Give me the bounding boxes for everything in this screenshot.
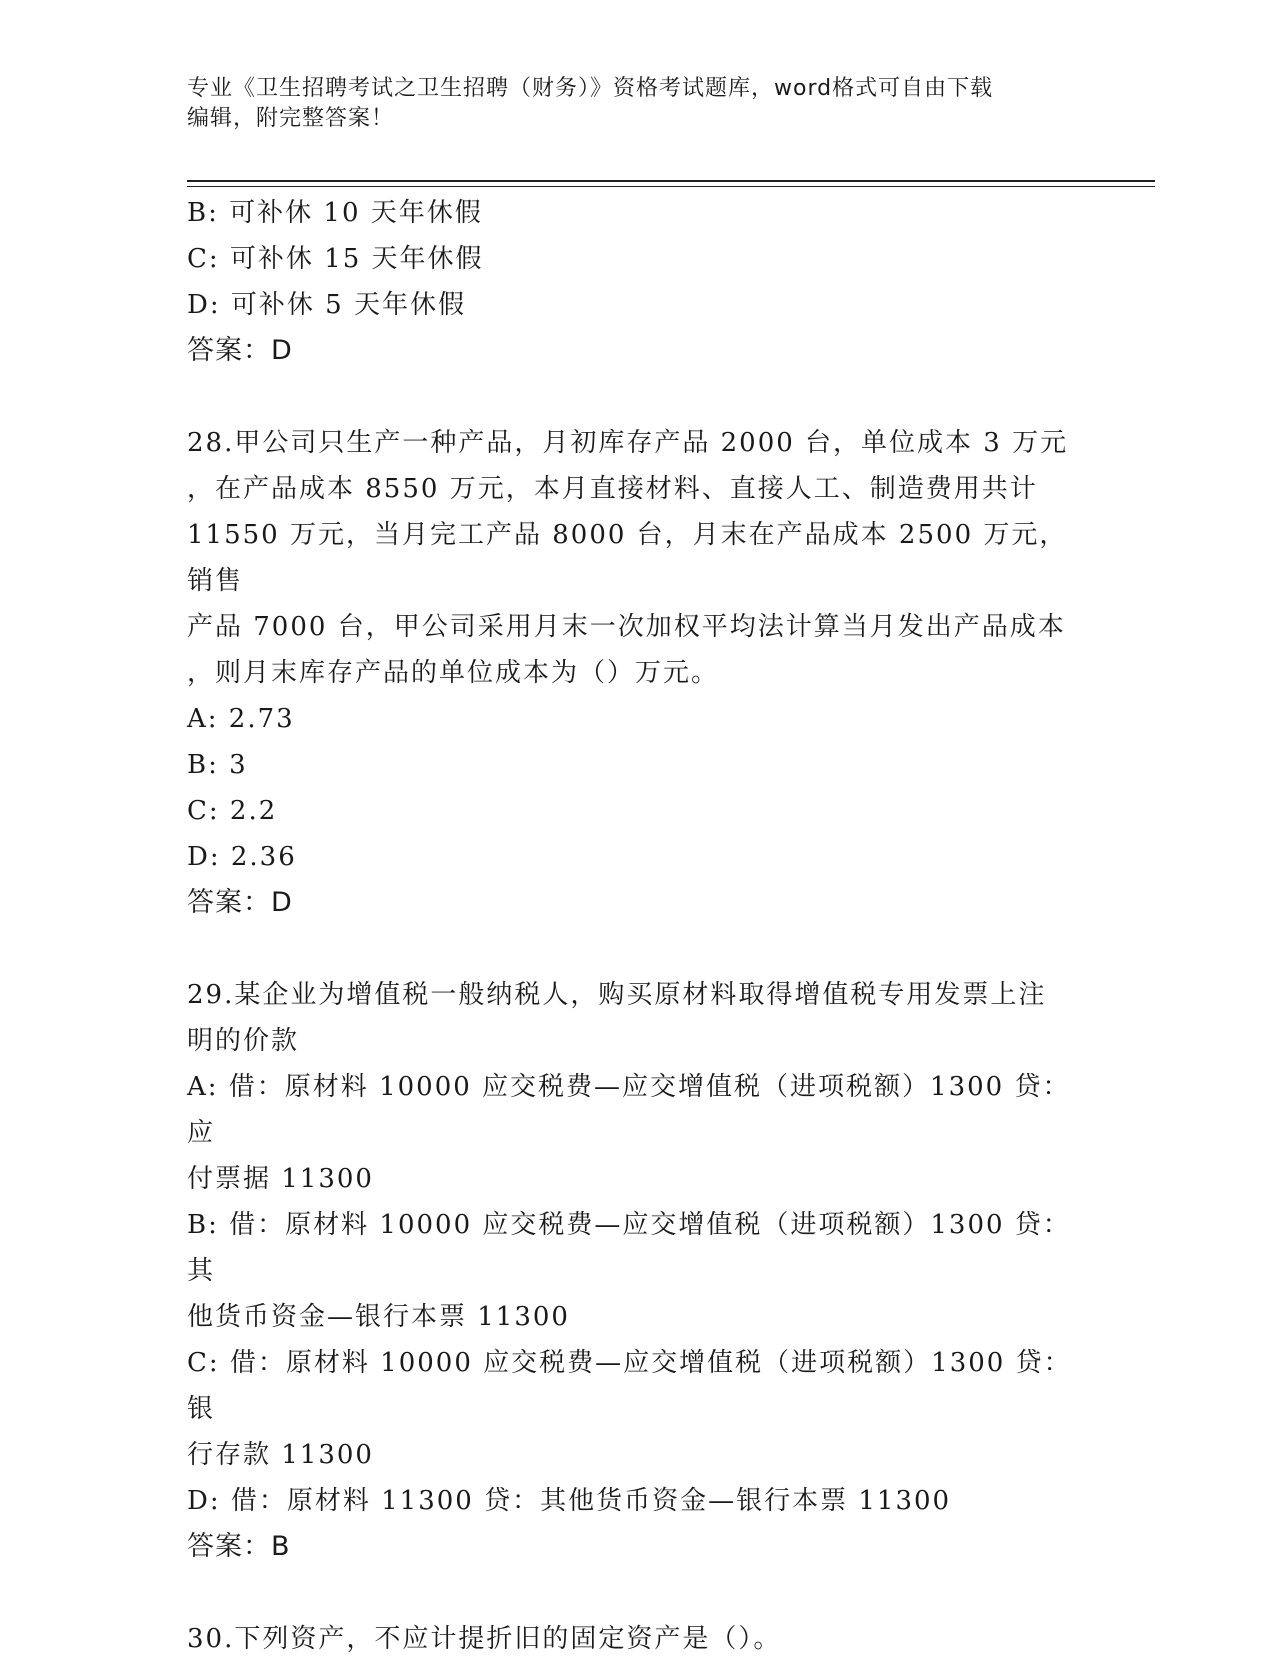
q27-option-d: D: 可补休 5 天年休假 [187,290,466,320]
q29-option-c-line: C: 借：原材料 10000 应交税费—应交增值税（进项税额）1300 贷：银 [187,1348,1072,1424]
q29-option-b-line: B: 借：原材料 10000 应交税费—应交增值税（进项税额）1300 贷：其 [187,1210,1071,1286]
q28-option-c: C: 2.2 [187,796,278,826]
question-28 [187,420,1087,926]
q28-stem-line: 11550 万元，当月完工产品 8000 台，月末在产品成本 2500 万元，销售 [187,520,1068,596]
q28-option-a: A: 2.73 [187,704,295,734]
question-27 [187,190,1087,374]
q29-option-a-line: A: 借：原材料 10000 应交税费—应交增值税（进项税额）1300 贷：应 [187,1072,1071,1148]
document-header [187,74,1087,134]
question-30 [187,1616,1087,1662]
q28-stem-line: ，则月末库存产品的单位成本为（）万元。 [187,658,720,688]
q28-option-b: B: 3 [187,750,248,780]
header-line-1: 专业《卫生招聘考试之卫生招聘（财务）》资格考试题库，word格式可自由下载 [187,76,994,101]
q29-answer: 答案：B [187,1531,291,1562]
q28-answer: 答案：D [187,887,293,918]
q29-stem-line: 明的价款 [187,1026,300,1056]
header-line-2: 编辑，附完整答案！ [187,106,395,131]
q29-option-a-line: 付票据 11300 [187,1164,374,1194]
question-29 [187,972,1087,1570]
q30-stem: 30.下列资产，不应计提折旧的固定资产是（）。 [187,1624,782,1654]
q27-answer: 答案：D [187,335,293,366]
spacer [187,926,1087,972]
header-divider-thick [187,180,1155,182]
q27-option-b: B: 可补休 10 天年休假 [187,198,483,228]
question-content [187,190,1087,1662]
q28-option-d: D: 2.36 [187,842,297,872]
q28-stem-line: 产品 7000 台，甲公司采用月末一次加权平均法计算当月发出产品成本 [187,612,1066,642]
q27-option-c: C: 可补休 15 天年休假 [187,244,484,274]
spacer [187,1570,1087,1616]
q29-option-b-line: 他货币资金—银行本票 11300 [187,1302,570,1332]
q29-option-c-line: 行存款 11300 [187,1440,374,1470]
header-divider-thin [187,186,1155,187]
q28-stem-line: ，在产品成本 8550 万元，本月直接材料、直接人工、制造费用共计 [187,474,1038,504]
q29-stem-line: 29.某企业为增值税一般纳税人，购买原材料取得增值税专用发票上注 [187,980,1047,1010]
spacer [187,374,1087,420]
q28-stem-line: 28.甲公司只生产一种产品，月初库存产品 2000 台，单位成本 3 万元 [187,428,1069,458]
q29-option-d: D: 借：原材料 11300 贷：其他货币资金—银行本票 11300 [187,1486,952,1516]
